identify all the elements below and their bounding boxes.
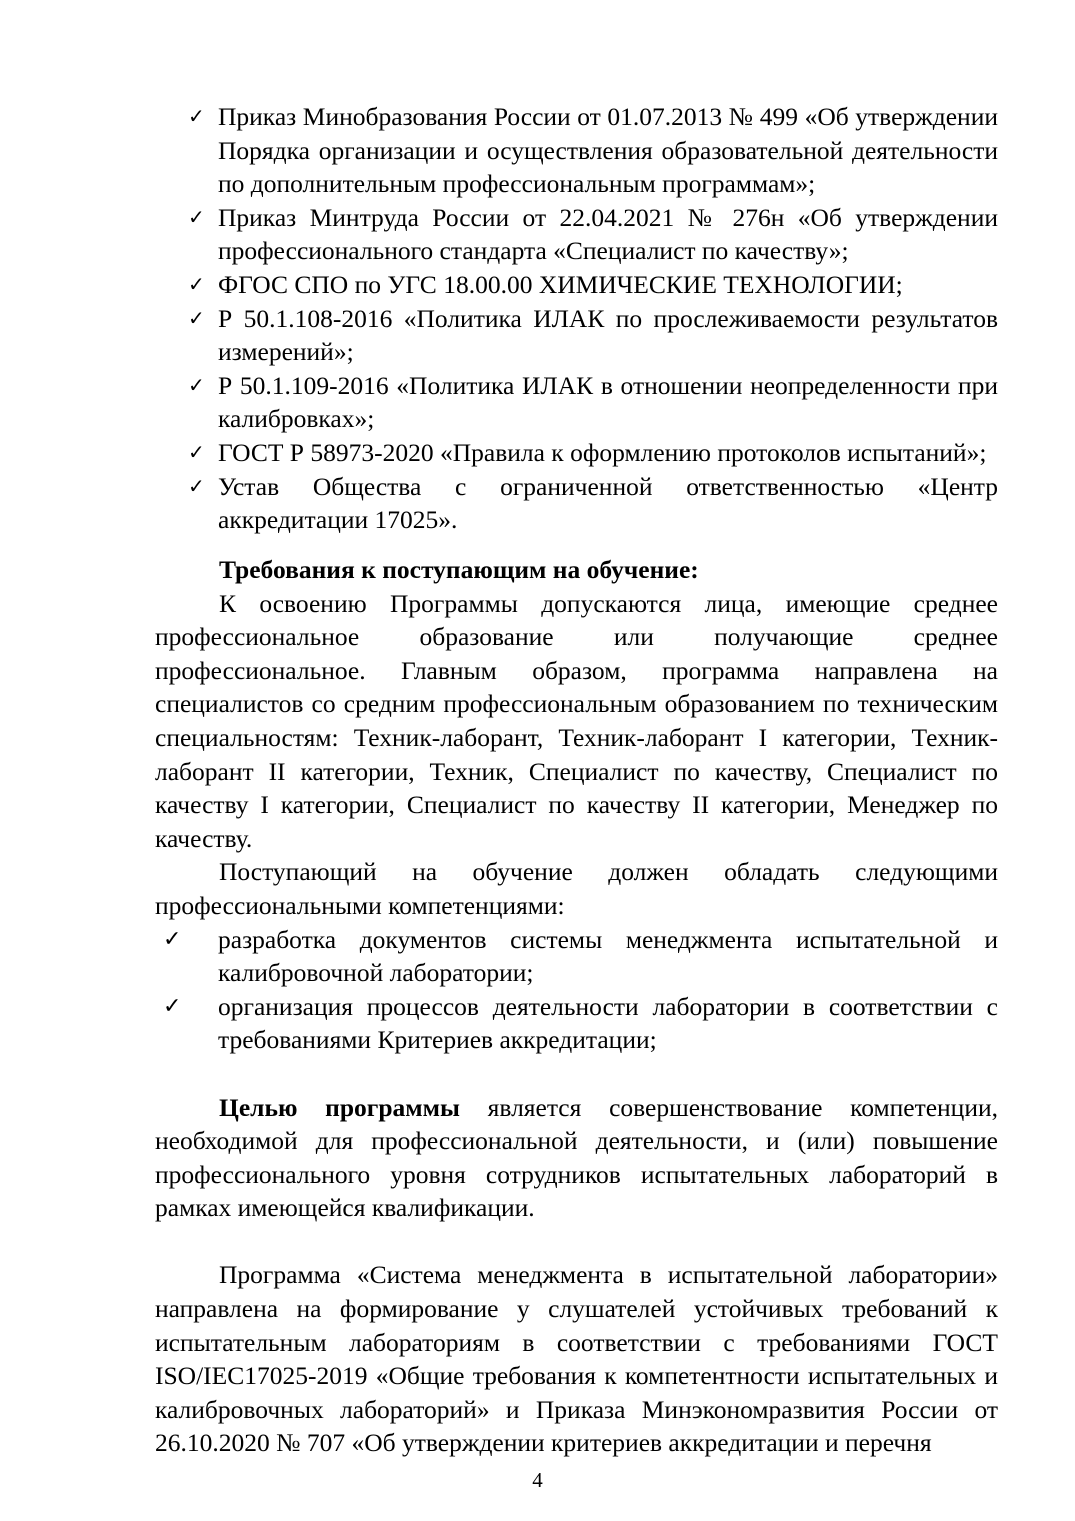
competencies-intro: Поступающий на обучение должен обладать следующими профессиональными компетенциями: (155, 857, 998, 920)
regulations-list (188, 100, 998, 537)
regulation-item (188, 470, 998, 537)
spacer (155, 1057, 998, 1091)
goal-bold-lead: Целью программы (219, 1092, 460, 1122)
page-number: 4 (532, 1468, 543, 1492)
regulation-text: Р 50.1.109-2016 «Политика ИЛАК в отношении неопределенности при калибровках»; (218, 370, 998, 434)
regulation-text: ФГОС СПО по УГС 18.00.00 ХИМИЧЕСКИЕ ТЕХНОЛОГИИ; (218, 269, 903, 299)
checkmark-icon: ✓ (188, 372, 205, 397)
competency-item (155, 990, 998, 1057)
regulation-item (188, 369, 998, 436)
checkmark-icon: ✓ (188, 104, 205, 128)
checkmark-icon: ✓ (188, 473, 205, 498)
checkmark-icon: ✓ (188, 305, 205, 330)
regulation-item (188, 201, 998, 268)
competency-item (155, 923, 998, 990)
regulation-item (188, 436, 998, 470)
checkmark-icon: ✓ (188, 204, 205, 229)
requirements-heading: Требования к поступающим на обучение: (219, 555, 699, 584)
regulation-text: Приказ Минтруда России от 22.04.2021 № 276н «Об утверждении профессионального стандарта «Специалист по качеству»; (218, 202, 998, 266)
regulation-item (188, 302, 998, 369)
goal-paragraph (155, 1091, 998, 1225)
regulation-text: Устав Общества с ограниченной ответственностью «Центр аккредитации 17025». (218, 471, 998, 535)
program-paragraph: Программа «Система менеджмента в испытательной лаборатории» направлена на формирование у слушателей устойчивых требований к испытательным лабораториям в соответствии с требованиями ГОСТ ISO/IEC17025-2019 «Общие требования к компетентности испытательных и калибровочных лабораторий» и Приказа Минэкономразвития России от 26.10.2020 № 707 «Об утверждении критериев аккредитации и перечня (155, 1260, 998, 1458)
main-text (155, 553, 998, 1460)
checkmark-icon: ✓ (163, 926, 182, 952)
competency-text: организация процессов деятельности лаборатории в соответствии с требованиями Критериев аккредитации; (218, 991, 998, 1055)
regulation-item (188, 100, 998, 201)
regulation-item (188, 268, 998, 302)
goal-text: является совершенствование компетенции, необходимой для профессиональной деятельности, и (или) повышение профессионального уровня сотрудников испытательных лабораторий в рамках имеющейся квалификации. (155, 1092, 998, 1223)
checkmark-icon: ✓ (188, 439, 205, 464)
checkmark-icon: ✓ (188, 271, 205, 296)
regulation-text: Приказ Минобразования России от 01.07.2013 № 499 «Об утверждении Порядка организации и осуществления образовательной деятельности по дополнительным профессиональным программам»; (218, 102, 998, 199)
competencies-list (155, 923, 998, 1057)
competency-text: разработка документов системы менеджмента испытательной и калибровочной лаборатории; (218, 924, 998, 988)
spacer (155, 1225, 998, 1259)
regulation-text: Р 50.1.108-2016 «Политика ИЛАК по прослеживаемости результатов измерений»; (218, 303, 998, 367)
requirements-intro: К освоению Программы допускаются лица, имеющие среднее профессиональное образование или получающие среднее профессиональное. Главным образом, программа направлена на специалистов со средним профессиональным образованием по техническим специальностям: Техник-лаборант, Техник-лаборант I категории, Техник-лаборант II категории, Техник, Специалист по качеству, Специалист по качеству I категории, Специалист по качеству II категории, Менеджер по качеству. (155, 588, 998, 853)
checkmark-icon: ✓ (163, 993, 182, 1019)
regulation-text: ГОСТ Р 58973-2020 «Правила к оформлению протоколов испытаний»; (218, 437, 987, 467)
